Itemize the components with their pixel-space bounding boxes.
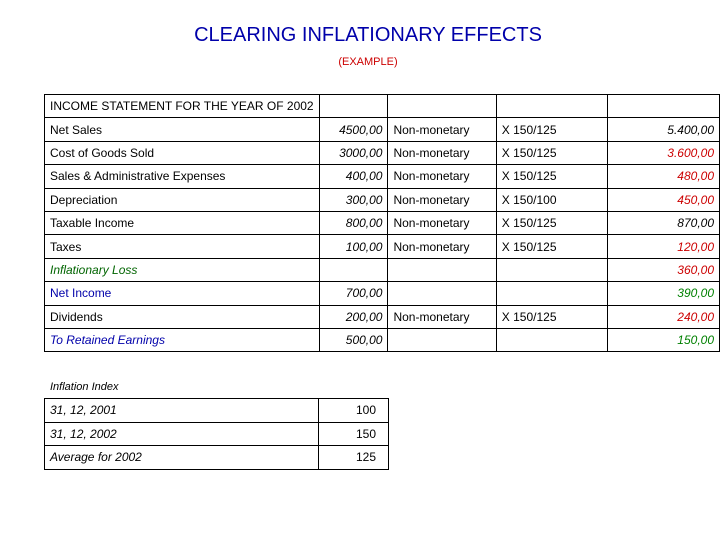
- index-row: [45, 446, 389, 470]
- row-amount: [319, 258, 388, 281]
- row-label: Cost of Goods Sold: [45, 141, 320, 164]
- row-adjusted: 870,00: [608, 211, 720, 234]
- row-amount: 700,00: [319, 282, 388, 305]
- table-row: [45, 141, 720, 164]
- row-label: Sales & Administrative Expenses: [45, 165, 320, 188]
- row-adjusted: 450,00: [608, 188, 720, 211]
- row-factor: X 150/125: [496, 165, 607, 188]
- table-row: [45, 258, 720, 281]
- row-type: [388, 282, 496, 305]
- index-row: [45, 422, 389, 446]
- index-value: 100: [319, 399, 389, 423]
- row-adjusted: 240,00: [608, 305, 720, 328]
- index-row: [45, 399, 389, 423]
- row-adjusted: 5.400,00: [608, 118, 720, 141]
- row-label: Dividends: [45, 305, 320, 328]
- table-row: [45, 235, 720, 258]
- row-label: Depreciation: [45, 188, 320, 211]
- page-title: CLEARING INFLATIONARY EFFECTS: [194, 24, 542, 46]
- row-amount: 300,00: [319, 188, 388, 211]
- row-factor: X 150/125: [496, 211, 607, 234]
- index-value: 150: [319, 422, 389, 446]
- row-amount: 800,00: [319, 211, 388, 234]
- row-factor: [496, 258, 607, 281]
- table-row: [45, 118, 720, 141]
- row-type: Non-monetary: [388, 305, 496, 328]
- row-type: [388, 328, 496, 351]
- row-label: Inflationary Loss: [45, 258, 320, 281]
- table-row: [45, 282, 720, 305]
- row-type: Non-monetary: [388, 235, 496, 258]
- row-amount: 100,00: [319, 235, 388, 258]
- row-factor: X 150/125: [496, 118, 607, 141]
- row-type: [388, 258, 496, 281]
- inflation-index-table: [44, 398, 389, 470]
- row-type: Non-monetary: [388, 141, 496, 164]
- index-label: 31, 12, 2001: [45, 399, 319, 423]
- index-label: Average for 2002: [45, 446, 319, 470]
- table-row: [45, 188, 720, 211]
- row-type: Non-monetary: [388, 165, 496, 188]
- row-amount: 3000,00: [319, 141, 388, 164]
- row-label: Taxes: [45, 235, 320, 258]
- index-value: 125: [319, 446, 389, 470]
- row-amount: 400,00: [319, 165, 388, 188]
- row-amount: 500,00: [319, 328, 388, 351]
- row-type: Non-monetary: [388, 188, 496, 211]
- row-adjusted: 3.600,00: [608, 141, 720, 164]
- page-subtitle: (EXAMPLE): [338, 56, 398, 68]
- row-amount: 200,00: [319, 305, 388, 328]
- row-factor: [496, 328, 607, 351]
- row-adjusted: 360,00: [608, 258, 720, 281]
- table-row: [45, 211, 720, 234]
- inflation-index-title: Inflation Index: [50, 381, 119, 393]
- row-adjusted: 120,00: [608, 235, 720, 258]
- row-label: Net Income: [45, 282, 320, 305]
- row-adjusted: 390,00: [608, 282, 720, 305]
- row-type: Non-monetary: [388, 118, 496, 141]
- index-label: 31, 12, 2002: [45, 422, 319, 446]
- row-adjusted: 150,00: [608, 328, 720, 351]
- row-type: Non-monetary: [388, 211, 496, 234]
- table-row: [45, 165, 720, 188]
- row-factor: X 150/125: [496, 235, 607, 258]
- row-label: Net Sales: [45, 118, 320, 141]
- row-factor: [496, 282, 607, 305]
- row-amount: 4500,00: [319, 118, 388, 141]
- row-label: To Retained Earnings: [45, 328, 320, 351]
- income-statement-table: [44, 94, 720, 352]
- row-label: Taxable Income: [45, 211, 320, 234]
- table-row: [45, 305, 720, 328]
- row-factor: X 150/125: [496, 305, 607, 328]
- row-factor: X 150/100: [496, 188, 607, 211]
- row-adjusted: 480,00: [608, 165, 720, 188]
- table-row: [45, 328, 720, 351]
- table-header: INCOME STATEMENT FOR THE YEAR OF 2002: [45, 95, 320, 118]
- row-factor: X 150/125: [496, 141, 607, 164]
- table-header-row: [45, 95, 720, 118]
